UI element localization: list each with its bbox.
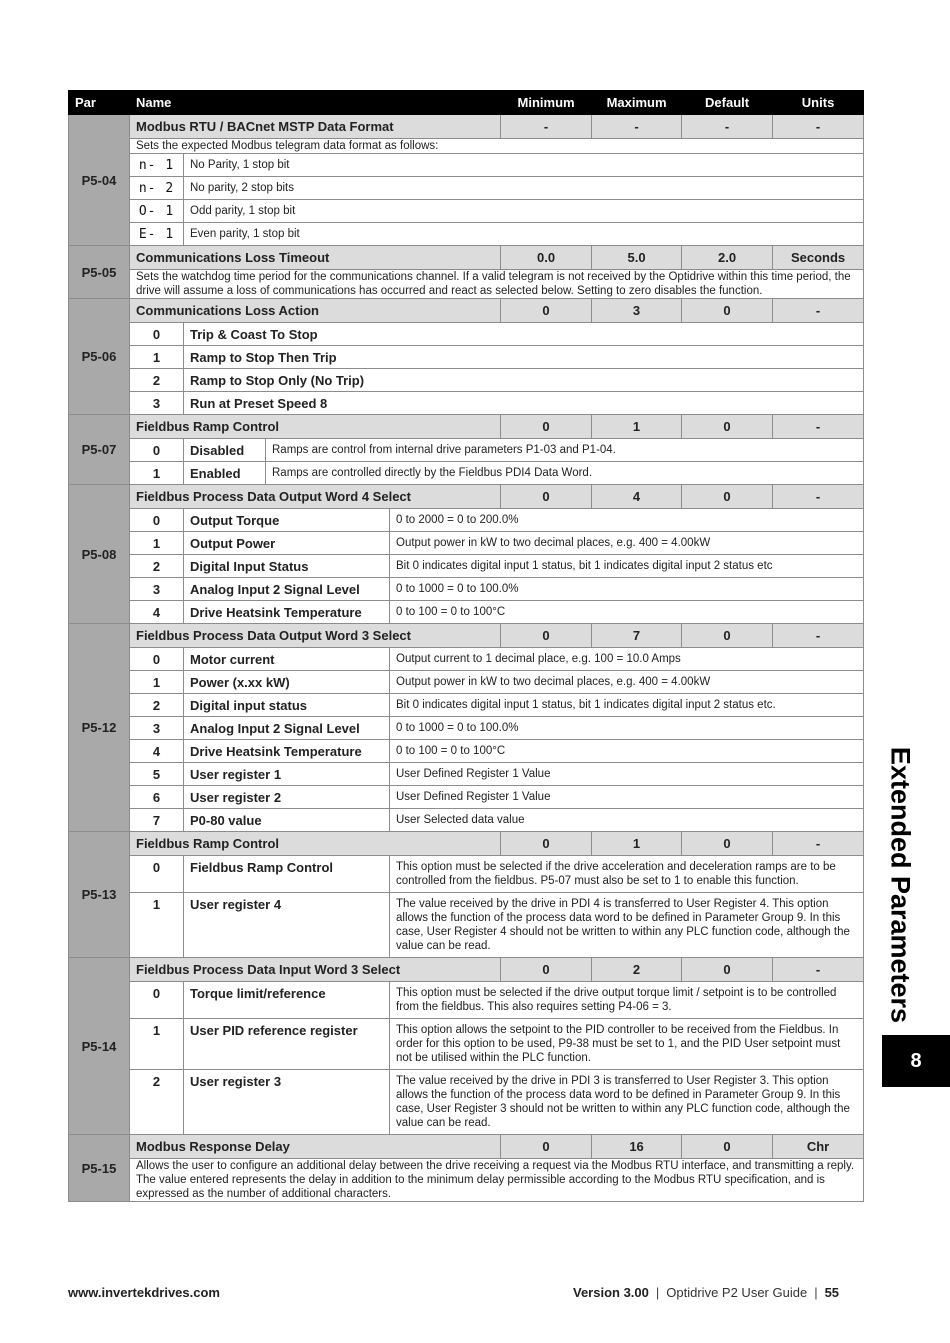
- param-units: -: [773, 115, 864, 139]
- option-row: [69, 740, 864, 763]
- header-default: Default: [682, 91, 773, 115]
- option-row: [69, 369, 864, 392]
- option-number: 0: [130, 509, 184, 532]
- option-text: 0 to 100 = 0 to 100°C: [390, 601, 864, 624]
- option-number: 1: [130, 532, 184, 555]
- option-code: E- 1: [130, 223, 184, 246]
- option-text: 0 to 1000 = 0 to 100.0%: [390, 578, 864, 601]
- option-label: User register 1: [184, 763, 390, 786]
- option-row: [69, 177, 864, 200]
- option-text: This option must be selected if the drive acceleration and deceleration ramps are to be controlled from the fieldbus. P5-07 must also be set to 1 to enable this function.: [390, 856, 864, 893]
- par-id: P5-14: [69, 958, 130, 1135]
- param-default: 0: [682, 299, 773, 323]
- option-label: Ramp to Stop Only (No Trip): [184, 369, 864, 392]
- param-name: Fieldbus Process Data Output Word 3 Select: [130, 624, 501, 648]
- par-id: P5-08: [69, 485, 130, 624]
- table-header-row: [69, 91, 864, 115]
- option-number: 1: [130, 462, 184, 485]
- option-label: P0-80 value: [184, 809, 390, 832]
- param-units: -: [773, 832, 864, 856]
- option-text: Output power in kW to two decimal places, e.g. 400 = 4.00kW: [390, 532, 864, 555]
- parameter-row-p5-04: [69, 115, 864, 139]
- option-text: The value received by the drive in PDI 3 is transferred to User Register 3. This option allows the function of the process data word to be defined in Parameter Group 9. In this case, User Register 3 should not be written to within any PLC function code, although the value can be read.: [390, 1070, 864, 1135]
- option-row: [69, 763, 864, 786]
- param-units: Chr: [773, 1135, 864, 1159]
- par-id: P5-13: [69, 832, 130, 958]
- footer-version: Version 3.00: [573, 1285, 649, 1300]
- footer-page-number: 55: [824, 1285, 840, 1300]
- option-label: Trip & Coast To Stop: [184, 323, 864, 346]
- option-row: [69, 856, 864, 893]
- option-number: 3: [130, 578, 184, 601]
- parameter-row-p5-08: [69, 485, 864, 509]
- option-number: 2: [130, 555, 184, 578]
- header-maximum: Maximum: [592, 91, 682, 115]
- description-row: [69, 139, 864, 154]
- header-par: Par: [69, 91, 130, 115]
- header-minimum: Minimum: [501, 91, 592, 115]
- option-row: [69, 532, 864, 555]
- option-number: 0: [130, 323, 184, 346]
- option-label: Drive Heatsink Temperature: [184, 740, 390, 763]
- param-max: 5.0: [592, 246, 682, 270]
- option-label: Digital input status: [184, 694, 390, 717]
- option-text: No Parity, 1 stop bit: [184, 154, 864, 177]
- option-row: [69, 1019, 864, 1070]
- option-text: User Selected data value: [390, 809, 864, 832]
- option-row: [69, 509, 864, 532]
- option-text: User Defined Register 1 Value: [390, 763, 864, 786]
- option-row: [69, 200, 864, 223]
- param-description: Sets the watchdog time period for the communications channel. If a valid telegram is not received by the Optidrive within this time period, the drive will assume a loss of communications has occurred and react as selected below. Setting to zero disables the function.: [130, 270, 864, 299]
- par-id: P5-07: [69, 415, 130, 485]
- option-text: 0 to 1000 = 0 to 100.0%: [390, 717, 864, 740]
- option-row: [69, 462, 864, 485]
- param-min: -: [501, 115, 592, 139]
- param-name: Modbus RTU / BACnet MSTP Data Format: [130, 115, 501, 139]
- footer-separator: |: [655, 1285, 660, 1300]
- option-number: 2: [130, 1070, 184, 1135]
- param-default: 0: [682, 415, 773, 439]
- param-units: -: [773, 958, 864, 982]
- option-row: [69, 392, 864, 415]
- option-label: Disabled: [184, 439, 266, 462]
- option-row: [69, 694, 864, 717]
- parameter-row-p5-07: [69, 415, 864, 439]
- header-units: Units: [773, 91, 864, 115]
- footer-separator: |: [814, 1285, 818, 1300]
- param-min: 0: [501, 1135, 592, 1159]
- param-default: -: [682, 115, 773, 139]
- param-name: Fieldbus Process Data Input Word 3 Select: [130, 958, 501, 982]
- option-row: [69, 648, 864, 671]
- param-min: 0: [501, 415, 592, 439]
- option-number: 0: [130, 439, 184, 462]
- option-number: 2: [130, 694, 184, 717]
- param-min: 0.0: [501, 246, 592, 270]
- option-row: [69, 346, 864, 369]
- option-number: 1: [130, 1019, 184, 1070]
- option-label: Output Power: [184, 532, 390, 555]
- param-units: -: [773, 415, 864, 439]
- param-name: Fieldbus Process Data Output Word 4 Select: [130, 485, 501, 509]
- option-row: [69, 223, 864, 246]
- option-label: Digital Input Status: [184, 555, 390, 578]
- option-text: Output power in kW to two decimal places, e.g. 400 = 4.00kW: [390, 671, 864, 694]
- option-label: Torque limit/reference: [184, 982, 390, 1019]
- option-label: Motor current: [184, 648, 390, 671]
- par-id: P5-04: [69, 115, 130, 246]
- param-max: 7: [592, 624, 682, 648]
- option-number: 0: [130, 856, 184, 893]
- option-number: 0: [130, 648, 184, 671]
- option-number: 1: [130, 893, 184, 958]
- par-id: P5-05: [69, 246, 130, 299]
- parameter-row-p5-13: [69, 832, 864, 856]
- param-default: 0: [682, 485, 773, 509]
- option-code: n- 2: [130, 177, 184, 200]
- param-name: Fieldbus Ramp Control: [130, 415, 501, 439]
- param-default: 0: [682, 832, 773, 856]
- param-max: 16: [592, 1135, 682, 1159]
- option-row: [69, 786, 864, 809]
- option-text: Bit 0 indicates digital input 1 status, bit 1 indicates digital input 2 status etc: [390, 555, 864, 578]
- param-min: 0: [501, 485, 592, 509]
- option-number: 5: [130, 763, 184, 786]
- option-row: [69, 809, 864, 832]
- option-text: This option must be selected if the drive output torque limit / setpoint is to be controlled from the fieldbus. This also requires setting P4-06 = 3.: [390, 982, 864, 1019]
- option-row: [69, 555, 864, 578]
- option-code: n- 1: [130, 154, 184, 177]
- param-min: 0: [501, 624, 592, 648]
- parameter-row-p5-12: [69, 624, 864, 648]
- option-row: [69, 982, 864, 1019]
- param-units: -: [773, 624, 864, 648]
- param-max: 1: [592, 832, 682, 856]
- parameter-row-p5-14: [69, 958, 864, 982]
- param-description: Sets the expected Modbus telegram data format as follows:: [130, 139, 864, 154]
- param-min: 0: [501, 958, 592, 982]
- option-number: 4: [130, 740, 184, 763]
- option-text: 0 to 100 = 0 to 100°C: [390, 740, 864, 763]
- option-label: User register 2: [184, 786, 390, 809]
- option-label: Output Torque: [184, 509, 390, 532]
- footer-website: www.invertekdrives.com: [68, 1285, 220, 1300]
- option-label: Ramp to Stop Then Trip: [184, 346, 864, 369]
- param-max: -: [592, 115, 682, 139]
- option-label: User register 4: [184, 893, 390, 958]
- option-number: 3: [130, 717, 184, 740]
- param-min: 0: [501, 832, 592, 856]
- option-number: 0: [130, 982, 184, 1019]
- parameter-table: [68, 90, 864, 1202]
- param-max: 4: [592, 485, 682, 509]
- option-number: 1: [130, 671, 184, 694]
- option-number: 3: [130, 392, 184, 415]
- par-id: P5-06: [69, 299, 130, 415]
- param-units: Seconds: [773, 246, 864, 270]
- header-name: Name: [130, 91, 501, 115]
- param-units: -: [773, 485, 864, 509]
- footer-guide-title: Optidrive P2 User Guide: [666, 1285, 808, 1300]
- parameter-row-p5-15: [69, 1135, 864, 1159]
- param-name: Communications Loss Timeout: [130, 246, 501, 270]
- par-id: P5-15: [69, 1135, 130, 1202]
- section-title-text: Extended Parameters: [885, 746, 916, 1024]
- param-default: 0: [682, 958, 773, 982]
- option-text: Ramps are controlled directly by the Fieldbus PDI4 Data Word.: [266, 462, 864, 485]
- option-text: Output current to 1 decimal place, e.g. 100 = 10.0 Amps: [390, 648, 864, 671]
- param-max: 3: [592, 299, 682, 323]
- option-row: [69, 323, 864, 346]
- param-max: 1: [592, 415, 682, 439]
- option-row: [69, 671, 864, 694]
- option-row: [69, 578, 864, 601]
- par-id: P5-12: [69, 624, 130, 832]
- option-label: Analog Input 2 Signal Level: [184, 717, 390, 740]
- parameter-row-p5-05: [69, 246, 864, 270]
- option-label: Analog Input 2 Signal Level: [184, 578, 390, 601]
- param-min: 0: [501, 299, 592, 323]
- param-max: 2: [592, 958, 682, 982]
- option-code: O- 1: [130, 200, 184, 223]
- option-text: Even parity, 1 stop bit: [184, 223, 864, 246]
- option-label: User PID reference register: [184, 1019, 390, 1070]
- option-number: 2: [130, 369, 184, 392]
- option-number: 6: [130, 786, 184, 809]
- option-text: This option allows the setpoint to the PID controller to be received from the Fieldbus. In order for this option to be used, P9-38 must be set to 1, and the PID User setpoint must not be utilised within the PLC function.: [390, 1019, 864, 1070]
- param-name: Fieldbus Ramp Control: [130, 832, 501, 856]
- param-description: Allows the user to configure an additional delay between the drive receiving a request via the Modbus RTU interface, and transmitting a reply. The value entered represents the delay in addition to the minimum delay permissible according to the Modbus RTU specification, and is expressed as the number of additional characters.: [130, 1159, 864, 1202]
- option-text: Ramps are control from internal drive parameters P1-03 and P1-04.: [266, 439, 864, 462]
- footer-right: [573, 1285, 863, 1300]
- option-row: [69, 601, 864, 624]
- option-number: 1: [130, 346, 184, 369]
- option-text: No parity, 2 stop bits: [184, 177, 864, 200]
- option-label: User register 3: [184, 1070, 390, 1135]
- option-row: [69, 154, 864, 177]
- option-text: Odd parity, 1 stop bit: [184, 200, 864, 223]
- option-label: Enabled: [184, 462, 266, 485]
- param-name: Modbus Response Delay: [130, 1135, 501, 1159]
- option-row: [69, 439, 864, 462]
- option-text: User Defined Register 1 Value: [390, 786, 864, 809]
- option-text: 0 to 2000 = 0 to 200.0%: [390, 509, 864, 532]
- option-label: Drive Heatsink Temperature: [184, 601, 390, 624]
- option-text: The value received by the drive in PDI 4 is transferred to User Register 4. This option allows the function of the process data word to be defined in Parameter Group 9. In this case, User Register 4 should not be written to within any PLC function code, although the value can be read.: [390, 893, 864, 958]
- description-row: [69, 270, 864, 299]
- option-row: [69, 717, 864, 740]
- option-row: [69, 1070, 864, 1135]
- option-number: 4: [130, 601, 184, 624]
- param-units: -: [773, 299, 864, 323]
- description-row: [69, 1159, 864, 1202]
- chapter-tab: 8: [882, 1035, 950, 1087]
- option-row: [69, 893, 864, 958]
- param-default: 2.0: [682, 246, 773, 270]
- param-name: Communications Loss Action: [130, 299, 501, 323]
- param-default: 0: [682, 1135, 773, 1159]
- option-text: Bit 0 indicates digital input 1 status, bit 1 indicates digital input 2 status etc.: [390, 694, 864, 717]
- option-label: Fieldbus Ramp Control: [184, 856, 390, 893]
- option-label: Run at Preset Speed 8: [184, 392, 864, 415]
- option-label: Power (x.xx kW): [184, 671, 390, 694]
- option-number: 7: [130, 809, 184, 832]
- param-default: 0: [682, 624, 773, 648]
- parameter-row-p5-06: [69, 299, 864, 323]
